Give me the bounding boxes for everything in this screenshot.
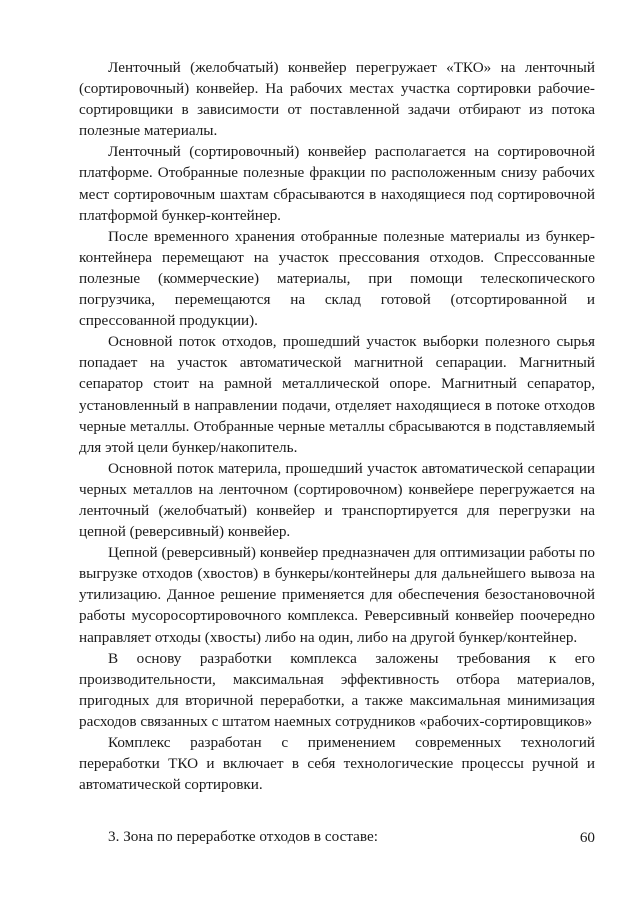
section-heading: 3. Зона по переработке отходов в составе: [108,828,378,846]
paragraph-magnetic-separation: Основной поток отходов, прошедший участок выборки полезного сырья попадает на участок автоматической магнитной сепарации. Магнитный сепаратор стоит на рамной металлической опоре. Магнитный сепаратор, установленный в направлении подачи, отделяет находящиеся в потоке отходов черные металлы. Отобранные черные металлы сбрасываются в подставляемый для этой цели бункер/накопитель. [79,333,595,456]
page-number: 60 [579,829,595,846]
paragraph-design-requirements: В основу разработки комплекса заложены требования к его производительности, максимальная эффективность отбора материалов, пригодных для вторичной переработки, а также максимальная минимизация расходов связанных с штатом наемных сотрудников «рабочих-сортировщиков» [79,649,595,730]
document-body [79,57,595,847]
paragraph-pressing-area: После временного хранения отобранные полезные материалы из бункер-контейнера перемещают на участок прессования отходов. Спрессованные полезные (коммерческие) материалы, при помощи телескопического погрузчика, перемещаются на склад готовой (отсортированной и спрессованной продукции). [79,227,595,330]
paragraph-complex-technologies: Комплекс разработан с применением современных технологий переработки ТКО и включает в себя технологические процессы ручной и автоматической сортировки. [79,734,595,794]
paragraph-reversible-conveyor: Цепной (реверсивный) конвейер предназначен для оптимизации работы по выгрузке отходов (хвостов) в бункеры/контейнеры для дальнейшего вывоза на утилизацию. Данное решение применяется для обеспечения безостановочной работы мусоросортировочного комплекса. Реверсивный конвейер поочередно направляет отходы (хвосты) либо на один, либо на другой бункер/контейнер. [79,544,595,646]
paragraph-belt-conveyor-transfer: Ленточный (желобчатый) конвейер перегружает «ТКО» на ленточный (сортировочный) конвейер. На рабочих местах участка сортировки рабочие-сортировщики в зависимости от поставленной задачи отбирают из потока полезные материалы. [79,59,595,140]
paragraph-sorting-platform: Ленточный (сортировочный) конвейер располагается на сортировочной платформе. Отобранные полезные фракции по расположенным снизу рабочих мест сортировочным шахтам сбрасываются в находящиеся под сортировочной платформой бункер-контейнер. [79,143,595,224]
paragraph-main-flow-transfer: Основной поток материла, прошедший участок автоматической сепарации черных металлов на ленточном (сортировочном) конвейере перегружается на ленточный (желобчатый) конвейер и транспортируется для перегрузки на цепной (реверсивный) конвейер. [79,459,595,541]
